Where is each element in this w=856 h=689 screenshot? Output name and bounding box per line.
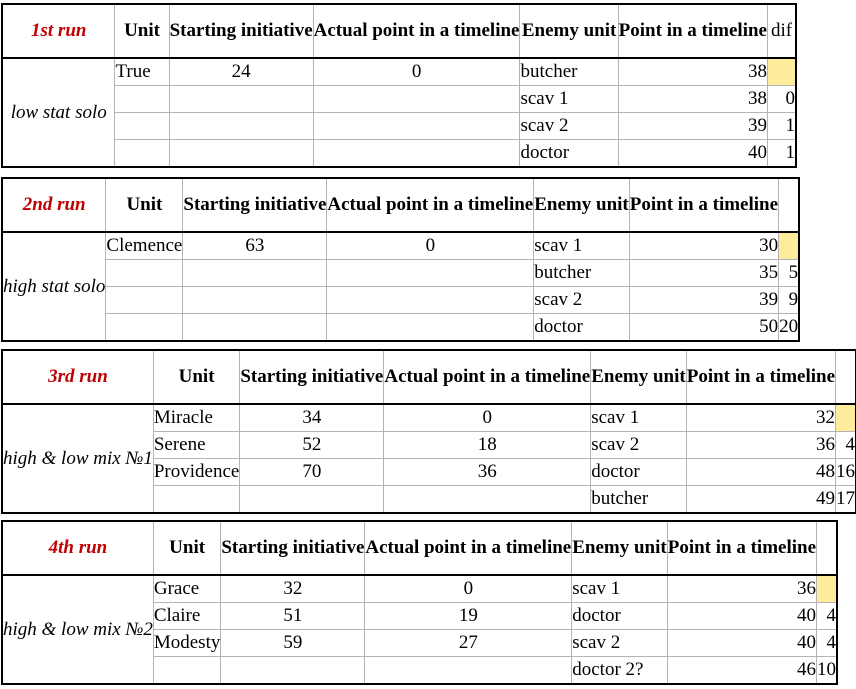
cell-dif[interactable]: 1 xyxy=(767,140,795,167)
cell-dif[interactable]: 16 xyxy=(836,459,856,486)
cell-point-in-timeline[interactable]: 35 xyxy=(629,260,778,287)
header-row xyxy=(3,5,796,59)
table-row xyxy=(3,314,799,341)
table-row xyxy=(3,86,796,113)
cell-unit[interactable] xyxy=(115,86,169,113)
cell-enemy-unit[interactable]: scav 1 xyxy=(520,86,618,113)
cell-actual-point[interactable]: 19 xyxy=(365,603,572,630)
header-actual-point[interactable]: Actual point in a timeline xyxy=(327,179,534,233)
cell-point-in-timeline[interactable]: 40 xyxy=(667,603,816,630)
header-point-in-timeline[interactable]: Point in a timeline xyxy=(686,351,835,405)
cell-dif[interactable]: 10 xyxy=(817,657,837,684)
cell-unit[interactable] xyxy=(115,140,169,167)
table-row xyxy=(3,232,799,260)
cell-dif[interactable]: 0 xyxy=(767,86,795,113)
cell-starting-initiative[interactable] xyxy=(169,86,313,113)
header-row xyxy=(3,522,837,576)
header-dif[interactable] xyxy=(836,351,856,405)
cell-enemy-unit[interactable]: doctor xyxy=(591,459,687,486)
cell-actual-point[interactable]: 0 xyxy=(384,404,591,432)
cell-unit[interactable] xyxy=(106,287,183,314)
cell-point-in-timeline[interactable]: 32 xyxy=(686,404,835,432)
cell-enemy-unit[interactable]: scav 2 xyxy=(534,287,630,314)
table-row xyxy=(3,575,837,603)
header-row xyxy=(3,179,799,233)
cell-actual-point[interactable] xyxy=(327,287,534,314)
cell-enemy-unit[interactable]: doctor xyxy=(520,140,618,167)
cell-starting-initiative[interactable] xyxy=(183,314,327,341)
cell-dif[interactable]: 9 xyxy=(779,287,799,314)
cell-point-in-timeline[interactable]: 36 xyxy=(686,432,835,459)
cell-starting-initiative[interactable] xyxy=(169,113,313,140)
cell-starting-initiative[interactable]: 70 xyxy=(240,459,384,486)
cell-enemy-unit[interactable]: scav 1 xyxy=(534,232,630,260)
header-unit[interactable]: Unit xyxy=(106,179,183,233)
cell-actual-point[interactable]: 0 xyxy=(327,232,534,260)
run-label[interactable]: low stat solo xyxy=(3,58,115,167)
cell-enemy-unit[interactable]: butcher xyxy=(591,486,687,513)
cell-dif[interactable]: 4 xyxy=(817,630,837,657)
table-row xyxy=(3,140,796,167)
run-title[interactable]: 1st run xyxy=(3,5,115,59)
cell-actual-point[interactable] xyxy=(327,314,534,341)
cell-unit[interactable]: True xyxy=(115,58,169,86)
cell-dif[interactable]: 4 xyxy=(817,603,837,630)
cell-starting-initiative[interactable]: 34 xyxy=(240,404,384,432)
cell-enemy-unit[interactable]: scav 2 xyxy=(520,113,618,140)
table-row xyxy=(3,58,796,86)
cell-enemy-unit[interactable]: scav 2 xyxy=(591,432,687,459)
cell-actual-point[interactable]: 0 xyxy=(313,58,520,86)
cell-dif[interactable]: 4 xyxy=(836,432,856,459)
header-row xyxy=(3,351,856,405)
cell-actual-point[interactable] xyxy=(365,657,572,684)
cell-dif[interactable]: 17 xyxy=(836,486,856,513)
cell-point-in-timeline[interactable]: 48 xyxy=(686,459,835,486)
cell-point-in-timeline[interactable]: 39 xyxy=(629,287,778,314)
run-table-3 xyxy=(2,350,856,513)
cell-dif[interactable] xyxy=(836,404,856,432)
cell-dif[interactable] xyxy=(767,58,795,86)
cell-unit[interactable] xyxy=(115,113,169,140)
cell-starting-initiative[interactable] xyxy=(169,140,313,167)
header-enemy-unit[interactable]: Enemy unit xyxy=(534,179,630,233)
cell-unit[interactable]: Clemence xyxy=(106,232,183,260)
table-row xyxy=(3,404,856,432)
cell-unit[interactable] xyxy=(153,657,221,684)
cell-dif[interactable] xyxy=(817,575,837,603)
cell-starting-initiative[interactable]: 51 xyxy=(221,603,365,630)
header-starting-initiative[interactable]: Starting initiative xyxy=(169,5,313,59)
cell-unit[interactable]: Providence xyxy=(153,459,239,486)
run-table-4 xyxy=(2,521,837,684)
cell-enemy-unit[interactable]: scav 1 xyxy=(572,575,668,603)
cell-point-in-timeline[interactable]: 36 xyxy=(667,575,816,603)
cell-dif[interactable]: 1 xyxy=(767,113,795,140)
cell-actual-point[interactable] xyxy=(327,260,534,287)
cell-unit[interactable]: Claire xyxy=(153,603,221,630)
cell-actual-point[interactable]: 27 xyxy=(365,630,572,657)
run-title[interactable]: 4th run xyxy=(3,522,154,576)
header-actual-point[interactable]: Actual point in a timeline xyxy=(384,351,591,405)
cell-actual-point[interactable]: 18 xyxy=(384,432,591,459)
header-dif[interactable]: dif xyxy=(767,5,795,59)
header-point-in-timeline[interactable]: Point in a timeline xyxy=(629,179,778,233)
header-dif[interactable] xyxy=(817,522,837,576)
cell-starting-initiative[interactable]: 52 xyxy=(240,432,384,459)
cell-enemy-unit[interactable]: butcher xyxy=(534,260,630,287)
header-point-in-timeline[interactable]: Point in a timeline xyxy=(667,522,816,576)
header-actual-point[interactable]: Actual point in a timeline xyxy=(365,522,572,576)
cell-actual-point[interactable] xyxy=(384,486,591,513)
cell-actual-point[interactable] xyxy=(313,140,520,167)
cell-point-in-timeline[interactable]: 49 xyxy=(686,486,835,513)
run-label[interactable]: high & low mix №1 xyxy=(3,404,154,513)
cell-unit[interactable]: Modesty xyxy=(153,630,221,657)
cell-point-in-timeline[interactable]: 38 xyxy=(618,86,767,113)
header-starting-initiative[interactable]: Starting initiative xyxy=(183,179,327,233)
header-enemy-unit[interactable]: Enemy unit xyxy=(520,5,618,59)
header-unit[interactable]: Unit xyxy=(115,5,169,59)
cell-point-in-timeline[interactable]: 38 xyxy=(618,58,767,86)
cell-unit[interactable]: Grace xyxy=(153,575,221,603)
header-unit[interactable]: Unit xyxy=(153,351,239,405)
cell-actual-point[interactable] xyxy=(313,86,520,113)
cell-starting-initiative[interactable] xyxy=(221,657,365,684)
cell-unit[interactable]: Miracle xyxy=(153,404,239,432)
cell-starting-initiative[interactable]: 63 xyxy=(183,232,327,260)
header-starting-initiative[interactable]: Starting initiative xyxy=(221,522,365,576)
cell-unit[interactable] xyxy=(153,486,239,513)
cell-unit[interactable] xyxy=(106,314,183,341)
table-row xyxy=(3,113,796,140)
header-starting-initiative[interactable]: Starting initiative xyxy=(240,351,384,405)
cell-point-in-timeline[interactable]: 40 xyxy=(618,140,767,167)
cell-point-in-timeline[interactable]: 30 xyxy=(629,232,778,260)
cell-enemy-unit[interactable]: scav 1 xyxy=(591,404,687,432)
cell-point-in-timeline[interactable]: 50 xyxy=(629,314,778,341)
table-row xyxy=(3,287,799,314)
cell-dif[interactable]: 20 xyxy=(779,314,799,341)
cell-point-in-timeline[interactable]: 46 xyxy=(667,657,816,684)
cell-enemy-unit[interactable]: scav 2 xyxy=(572,630,668,657)
run-table-1 xyxy=(2,4,796,167)
run-table-2 xyxy=(2,178,799,341)
cell-unit[interactable] xyxy=(106,260,183,287)
cell-starting-initiative[interactable] xyxy=(183,287,327,314)
cell-starting-initiative[interactable] xyxy=(240,486,384,513)
cell-unit[interactable]: Serene xyxy=(153,432,239,459)
cell-enemy-unit[interactable]: butcher xyxy=(520,58,618,86)
cell-dif[interactable] xyxy=(779,232,799,260)
cell-point-in-timeline[interactable]: 40 xyxy=(667,630,816,657)
run-label[interactable]: high & low mix №2 xyxy=(3,575,154,684)
table-row xyxy=(3,260,799,287)
run-label[interactable]: high stat solo xyxy=(3,232,106,341)
header-point-in-timeline[interactable]: Point in a timeline xyxy=(618,5,767,59)
cell-enemy-unit[interactable]: doctor xyxy=(534,314,630,341)
cell-starting-initiative[interactable]: 24 xyxy=(169,58,313,86)
run-title[interactable]: 3rd run xyxy=(3,351,154,405)
cell-actual-point[interactable]: 0 xyxy=(365,575,572,603)
cell-dif[interactable]: 5 xyxy=(779,260,799,287)
header-unit[interactable]: Unit xyxy=(153,522,221,576)
cell-enemy-unit[interactable]: doctor 2? xyxy=(572,657,668,684)
cell-actual-point[interactable] xyxy=(313,113,520,140)
header-actual-point[interactable]: Actual point in a timeline xyxy=(313,5,520,59)
header-enemy-unit[interactable]: Enemy unit xyxy=(572,522,668,576)
cell-point-in-timeline[interactable]: 39 xyxy=(618,113,767,140)
run-title[interactable]: 2nd run xyxy=(3,179,106,233)
cell-starting-initiative[interactable]: 59 xyxy=(221,630,365,657)
header-enemy-unit[interactable]: Enemy unit xyxy=(591,351,687,405)
cell-starting-initiative[interactable]: 32 xyxy=(221,575,365,603)
header-dif[interactable] xyxy=(779,179,799,233)
cell-enemy-unit[interactable]: doctor xyxy=(572,603,668,630)
cell-actual-point[interactable]: 36 xyxy=(384,459,591,486)
cell-starting-initiative[interactable] xyxy=(183,260,327,287)
